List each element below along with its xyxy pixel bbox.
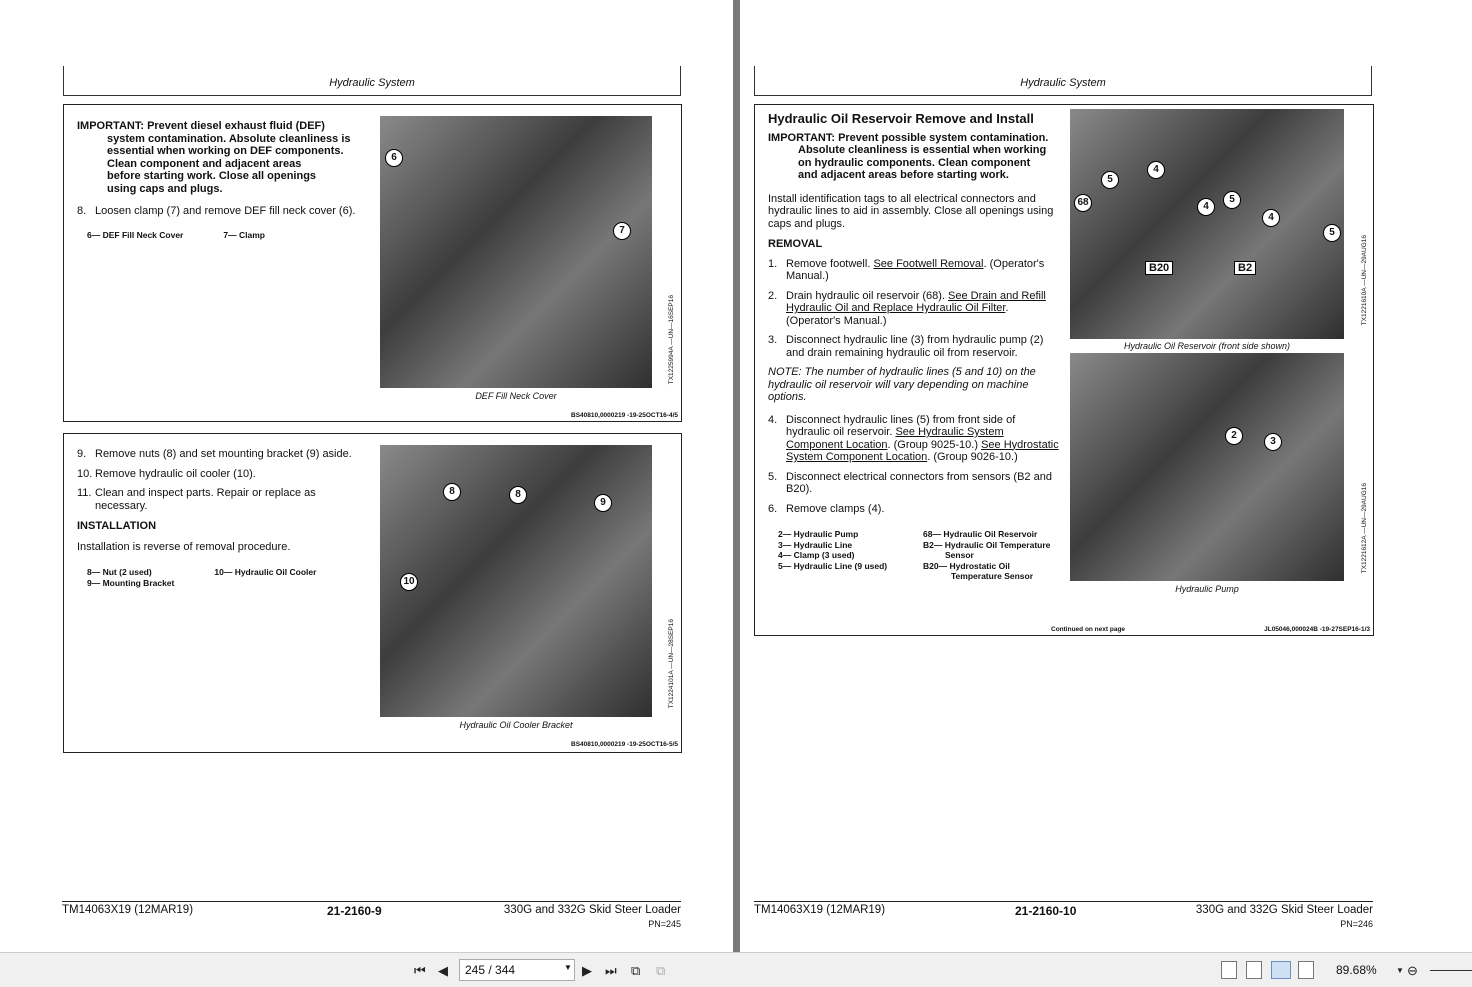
step-number: 1. bbox=[768, 257, 778, 270]
removal-heading: REMOVAL bbox=[768, 238, 823, 250]
page-dropdown-icon[interactable]: ▼ bbox=[564, 963, 572, 972]
section-oil-cooler bbox=[63, 433, 682, 753]
oil-cooler-bracket-photo bbox=[380, 445, 652, 717]
step-number: 3. bbox=[768, 334, 778, 346]
page-footer bbox=[62, 901, 681, 929]
step-text: Remove hydraulic oil cooler (10). bbox=[95, 467, 256, 480]
pn-number: PN=245 bbox=[648, 919, 681, 929]
section-title: Hydraulic Oil Reservoir Remove and Install bbox=[768, 111, 1034, 126]
callout: 9 bbox=[594, 494, 612, 512]
step-number: 11. bbox=[77, 487, 92, 499]
step-text: Clean and inspect parts. Repair or replace as necessary. bbox=[95, 487, 316, 512]
next-page-icon[interactable]: ▶ bbox=[582, 963, 592, 978]
legend-item: 6— DEF Fill Neck Cover bbox=[87, 229, 184, 240]
callout: 3 bbox=[1264, 433, 1282, 451]
legend-item: B2— Hydraulic Oil Temperature bbox=[923, 539, 1051, 550]
step-number: 5. bbox=[768, 470, 778, 483]
legend-item: 8— Nut (2 used) bbox=[87, 567, 152, 577]
step-number: 2. bbox=[768, 289, 778, 302]
step-text: . (Operator's Manual.) bbox=[786, 257, 1045, 282]
step bbox=[768, 334, 1060, 359]
step-text: Disconnect hydraulic lines (5) from front side of hydraulic oil reservoir. bbox=[786, 413, 1016, 438]
step-number: 8. bbox=[77, 205, 87, 217]
important-notice bbox=[77, 120, 367, 195]
callout: 7 bbox=[613, 222, 631, 240]
legend bbox=[77, 230, 367, 241]
step bbox=[768, 290, 1060, 328]
pn-number: PN=246 bbox=[1340, 919, 1373, 929]
reference-code: BS40810,0000219 -19-25OCT16-5/5 bbox=[571, 741, 678, 748]
hydraulic-pump-photo bbox=[1070, 353, 1344, 581]
single-page-view-icon[interactable] bbox=[1221, 961, 1237, 979]
sensor-tag: B20 bbox=[1145, 261, 1173, 275]
link-hydraulic-component-location[interactable]: See Hydraulic System Component Location bbox=[786, 426, 1004, 451]
step-number: 9. bbox=[77, 448, 87, 460]
step-text: . (Operator's Manual.) bbox=[786, 302, 1009, 327]
callout: 10 bbox=[400, 573, 418, 591]
installation-heading: INSTALLATION bbox=[77, 520, 157, 532]
zoom-level[interactable]: 89.68% bbox=[1336, 963, 1377, 977]
sensor-tag: B2 bbox=[1234, 261, 1256, 275]
step-8 bbox=[77, 205, 377, 218]
legend-item: 3— Hydraulic Line bbox=[778, 539, 853, 550]
legend-item: 10— Hydraulic Oil Cooler bbox=[214, 567, 317, 577]
step-text: Remove nuts (8) and set mounting bracket (9) aside. bbox=[95, 448, 352, 460]
step bbox=[77, 487, 347, 512]
reservoir-photo bbox=[1070, 109, 1344, 339]
image-caption: DEF Fill Neck Cover bbox=[475, 391, 557, 401]
important-line: system contamination. Absolute cleanliness is bbox=[107, 132, 351, 145]
step-text: Remove clamps (4). bbox=[786, 502, 885, 515]
legend-item: 2— Hydraulic Pump bbox=[778, 529, 859, 539]
doc-number: TM14063X19 (12MAR19) bbox=[754, 904, 886, 916]
step bbox=[77, 448, 367, 461]
step bbox=[768, 414, 1060, 464]
step bbox=[77, 468, 367, 481]
step-number: 6. bbox=[768, 502, 778, 515]
reference-code: JL05046,000024B -19-27SEP16-1/3 bbox=[1264, 626, 1370, 633]
def-fill-neck-photo bbox=[380, 116, 652, 388]
left-page bbox=[0, 0, 733, 952]
important-notice bbox=[768, 132, 1060, 182]
link-footwell-removal[interactable]: See Footwell Removal bbox=[873, 257, 984, 270]
section-reservoir bbox=[754, 104, 1374, 636]
step-text: Drain hydraulic oil reservoir (68). bbox=[786, 289, 948, 302]
step-number: 10. bbox=[77, 467, 93, 480]
first-page-icon[interactable]: ⏮ bbox=[414, 963, 426, 978]
legend bbox=[77, 567, 367, 588]
legend-item: 7— Clamp bbox=[223, 229, 265, 240]
book-title: 330G and 332G Skid Steer Loader bbox=[503, 904, 681, 916]
callout: 8 bbox=[509, 486, 527, 504]
image-caption: Hydraulic Pump bbox=[1175, 584, 1239, 594]
callout: 4 bbox=[1262, 209, 1280, 227]
continuous-facing-view-icon[interactable] bbox=[1298, 961, 1314, 979]
legend-item: B20— Hydrostatic Oil bbox=[923, 560, 1010, 571]
step bbox=[768, 471, 1060, 496]
last-page-icon[interactable]: ⏭ bbox=[605, 963, 617, 978]
intro-text: Install identification tags to all electrical connectors and hydraulic lines to aid in assembly. Close all openings using caps and plugs. bbox=[768, 192, 1054, 230]
zoom-out-icon[interactable]: ⊖ bbox=[1407, 963, 1418, 978]
important-line: using caps and plugs. bbox=[107, 182, 223, 195]
link-hydrostatic-component-location[interactable]: See Hydrostatic System Component Location bbox=[786, 438, 1059, 463]
page-number-input[interactable]: 245 / 344 bbox=[459, 959, 575, 981]
callout: 5 bbox=[1323, 224, 1341, 242]
image-id: TX1225994A —UN—16SEP16 bbox=[668, 295, 675, 385]
important-line: Absolute cleanliness is essential when working bbox=[798, 144, 1047, 156]
legend-item: 5— Hydraulic Line (9 used) bbox=[778, 560, 888, 571]
image-id: TX1221612A —UN—29AUG16 bbox=[1361, 483, 1368, 574]
step-number: 4. bbox=[768, 413, 778, 426]
step-text: Disconnect electrical connectors from sensors (B2 and B20). bbox=[786, 470, 1052, 495]
continuous-view-icon[interactable] bbox=[1246, 961, 1262, 979]
installation-text: Installation is reverse of removal procedure. bbox=[77, 540, 291, 553]
step-text: . (Group 9026-10.) bbox=[927, 451, 1018, 463]
step-text: Disconnect hydraulic line (3) from hydraulic pump (2) and drain remaining hydraulic oil from reservoir. bbox=[786, 334, 1044, 359]
image-caption: Hydraulic Oil Cooler Bracket bbox=[459, 720, 573, 730]
callout: 5 bbox=[1223, 191, 1241, 209]
zoom-dropdown-icon[interactable]: ▼ bbox=[1396, 966, 1404, 975]
important-line: Clean component and adjacent areas bbox=[107, 157, 302, 170]
important-line: IMPORTANT: Prevent diesel exhaust fluid (DEF) bbox=[77, 120, 325, 132]
step-text: Remove footwell. bbox=[786, 257, 874, 270]
callout: 4 bbox=[1197, 198, 1215, 216]
callout: 6 bbox=[385, 149, 403, 167]
section-def-cover bbox=[63, 104, 682, 422]
callout: 68 bbox=[1074, 194, 1092, 212]
viewer-toolbar bbox=[0, 952, 1472, 987]
image-caption: Hydraulic Oil Reservoir (front side shown) bbox=[1123, 341, 1291, 351]
facing-view-icon[interactable] bbox=[1271, 961, 1291, 979]
previous-page-icon[interactable]: ◀ bbox=[438, 963, 448, 978]
zoom-slider[interactable] bbox=[1430, 970, 1472, 971]
reference-code: BS40810,0000219 -19-25OCT16-4/5 bbox=[571, 412, 678, 419]
legend-item: Temperature Sensor bbox=[951, 571, 1034, 581]
legend-item: 9— Mounting Bracket bbox=[87, 577, 175, 588]
important-line: on hydraulic components. Clean component bbox=[798, 156, 1031, 169]
important-line: and adjacent areas before starting work. bbox=[798, 169, 1009, 181]
previous-view-icon[interactable]: ⧉ bbox=[631, 963, 641, 978]
step bbox=[768, 258, 1060, 283]
next-view-icon[interactable]: ⧉ bbox=[656, 963, 666, 978]
image-id: TX1224101A —UN—28SEP16 bbox=[668, 619, 675, 709]
page-header: Hydraulic System bbox=[63, 66, 681, 96]
callout: 5 bbox=[1101, 171, 1119, 189]
page-number: 21-2160-10 bbox=[1015, 904, 1077, 918]
page-footer bbox=[754, 901, 1373, 929]
legend-item: Sensor bbox=[945, 550, 974, 560]
note-text: NOTE: The number of hydraulic lines (5 and 10) on the hydraulic oil reservoir will vary depending on machine options. bbox=[768, 366, 1036, 403]
book-title: 330G and 332G Skid Steer Loader bbox=[1195, 904, 1373, 916]
important-line: before starting work. Close all openings bbox=[107, 170, 317, 182]
step-text: . (Group 9025-10.) bbox=[887, 438, 982, 451]
important-line: essential when working on DEF components. bbox=[107, 145, 344, 157]
callout: 4 bbox=[1147, 161, 1165, 179]
legend-item: 68— Hydraulic Oil Reservoir bbox=[923, 529, 1038, 539]
link-drain-refill[interactable]: See Drain and Refill Hydraulic Oil and Replace Hydraulic Oil Filter bbox=[786, 289, 1046, 314]
continued-note: Continued on next page bbox=[1051, 626, 1126, 633]
page-header: Hydraulic System bbox=[754, 66, 1372, 96]
doc-number: TM14063X19 (12MAR19) bbox=[62, 904, 194, 916]
legend bbox=[768, 529, 1060, 582]
legend-item: 4— Clamp (3 used) bbox=[778, 550, 855, 560]
right-page bbox=[740, 0, 1472, 952]
important-line: IMPORTANT: Prevent possible system contamination. bbox=[768, 131, 1049, 144]
page-number: 21-2160-9 bbox=[327, 904, 382, 918]
step-text: Loosen clamp (7) and remove DEF fill neck cover (6). bbox=[95, 205, 356, 217]
step bbox=[768, 503, 1060, 516]
callout: 8 bbox=[443, 483, 461, 501]
callout: 2 bbox=[1225, 427, 1243, 445]
image-id: TX1221610A —UN—29AUG16 bbox=[1361, 235, 1368, 326]
